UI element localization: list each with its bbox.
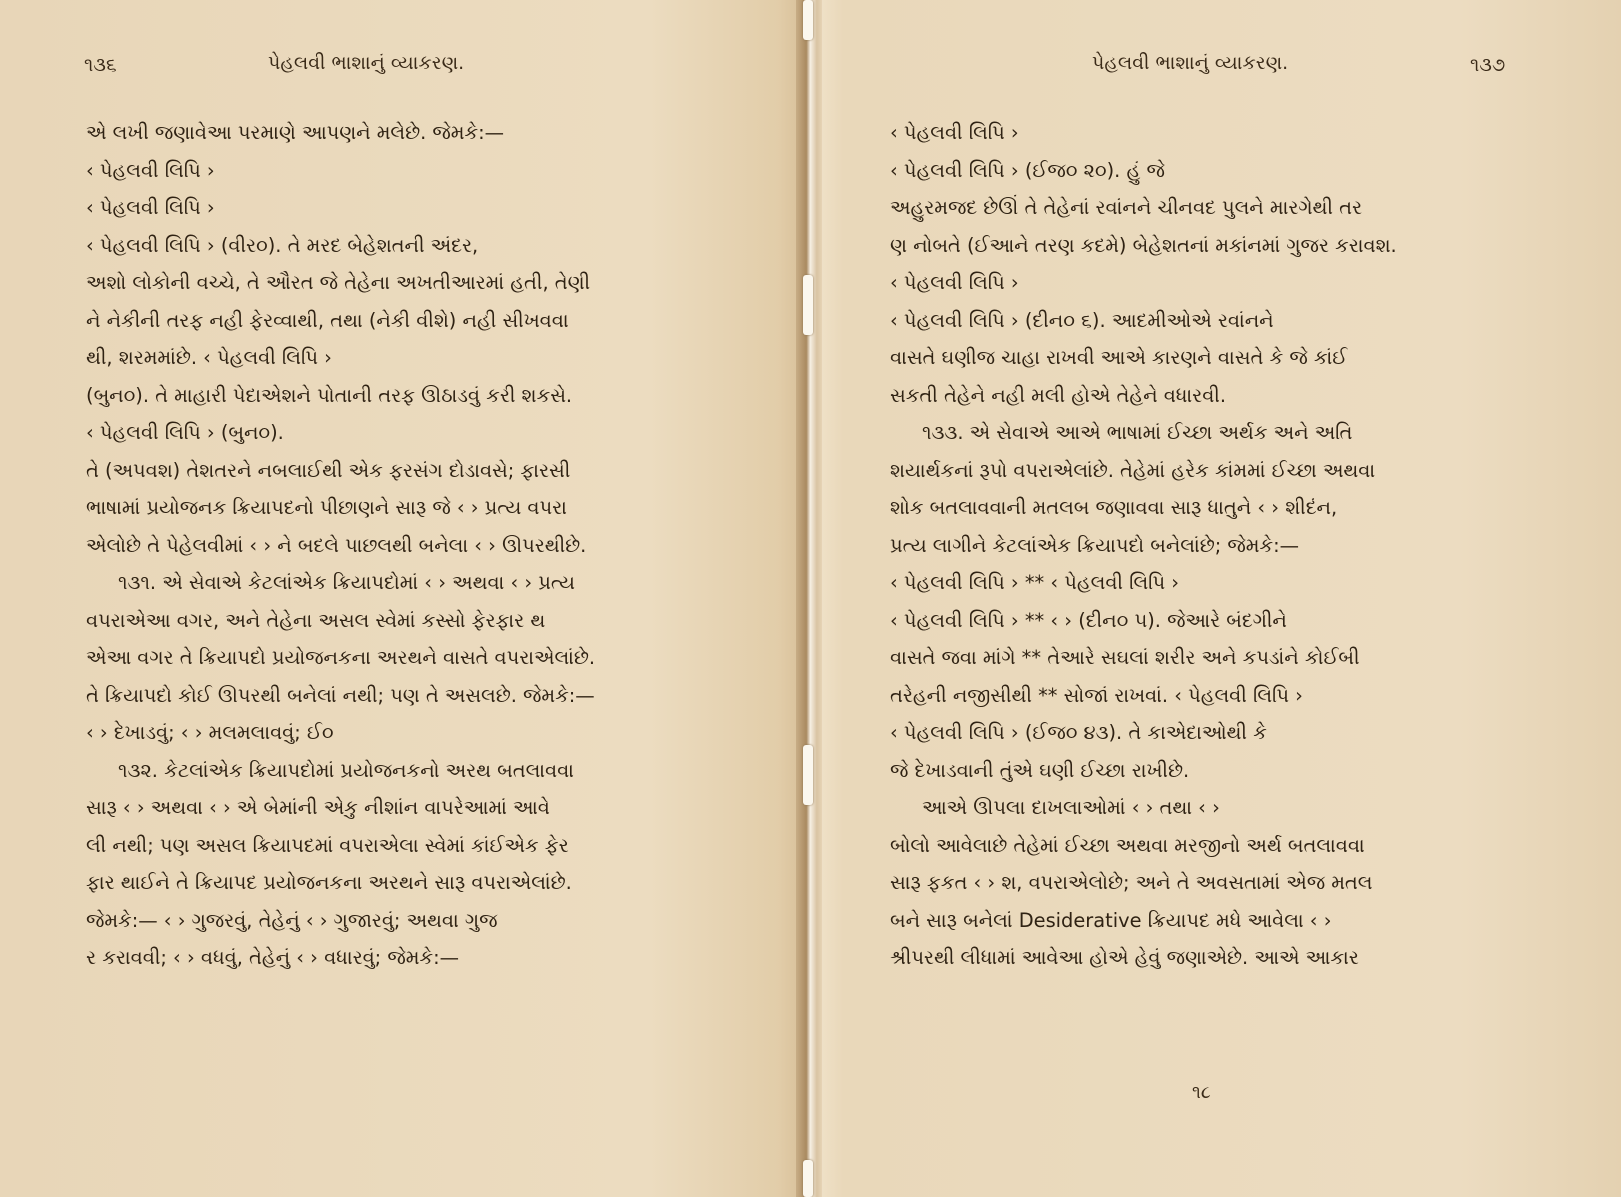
text-line: ‹ પેહલવી લિપિ › ** ‹ › (દીન૦ ૫). જેઆરે બંદગીને	[890, 608, 1287, 632]
page-body	[86, 114, 706, 977]
running-head: પેહલવી ભાશાનું વ્યાકરણ.	[268, 52, 465, 74]
text-line: થી, શરમમાંછે. ‹ પેહલવી લિપિ ›	[86, 346, 332, 369]
text-line: પ્રત્ય લાગીને કેટલાંએક ક્રિયાપદો બનેલાંછે; જેમકે:—	[890, 533, 1300, 557]
paragraph-start: ૧૩૩. એ સેવાએ આએ ભાષામાં ઈચ્છા અર્થક અને અતિ	[922, 421, 1353, 444]
text-line: વાસતે ઘણીજ ચાહા રાખવી આએ કારણને વાસતે કે જે કાંઈ	[890, 346, 1348, 369]
text-line: શ્રીપરથી લીધામાં આવેઆ હોએ હેવું જણાએછે. આએ આકાર	[890, 946, 1359, 969]
binding-stitch	[803, 745, 813, 805]
text-line: એલોછે તે પેહેલવીમાં ‹ › ને બદલે પાછલથી બનેલા ‹ › ઊપરથીછે.	[86, 533, 587, 557]
text-line: ‹ પેહલવી લિપિ › ** ‹ પેહલવી લિપિ ›	[890, 571, 1180, 594]
text-line: જેમકે:— ‹ › ગુજરવું, તેહેનું ‹ › ગુજારવું; અથવા ગુજ	[86, 908, 498, 932]
binding-stitch	[803, 0, 813, 40]
text-line: ફાર થાઈને તે ક્રિયાપદ પ્રયોજનકના અરથને સારૂ વપરાએલાંછે.	[86, 871, 572, 894]
text-line: એઆ વગર તે ક્રિયાપદો પ્રયોજનકના અરથને વાસતે વપરાએલાંછે.	[86, 646, 596, 669]
text-line: અશો લોકોની વચ્ચે, તે ઔરત જે તેહેના અખતીઆરમાં હતી, તેણી	[86, 271, 591, 294]
text-line: (બુન૦). તે માહારી પેદાએશને પોતાની તરફ ઊઠાડવું કરી શકસે.	[86, 383, 573, 407]
left-page	[0, 0, 800, 1197]
text-line: એ લખી જણાવેઆ પરમાણે આપણને મલેછે. જેમકે:—	[86, 121, 505, 144]
text-line: શયાર્થકનાં રૂપો વપરાએલાંછે. તેહેમાં હરેક કાંમમાં ઈચ્છા અથવા	[890, 458, 1376, 482]
text-line: વપરાએઆ વગર, અને તેહેના અસલ સ્વેમાં કસ્સો ફેરફાર થ	[86, 608, 546, 632]
text-line: લી નથી; પણ અસલ ક્રિયાપદમાં વપરાએલા સ્વેમાં કાંઈએક ફેર	[86, 833, 569, 857]
text-line: તે ક્રિયાપદો કોઈ ઊપરથી બનેલાં નથી; પણ તે અસલછે. જેમકે:—	[86, 683, 595, 707]
text-line: તે (અપવશ) તેશતરને નબલાઈથી એક ફરસંગ દોડાવસે; ફારસી	[86, 458, 571, 482]
text-line: ભાષામાં પ્રયોજનક ક્રિયાપદનો પીછાણને સારૂ જે ‹ › પ્રત્ય વપરા	[86, 496, 567, 519]
text-line: ‹ પેહલવી લિપિ › (બુન૦).	[86, 421, 284, 444]
text-line: વાસતે જવા માંગે ** તેઆરે સઘલાં શરીર અને કપડાંને કોઈબી	[890, 646, 1360, 669]
text-line: સારૂ ‹ › અથવા ‹ › એ બેમાંની એકુ નીશાંન વાપરેઆમાં આવે	[86, 796, 550, 819]
paragraph-start: ૧૩૧. એ સેવાએ કેટલાંએક ક્રિયાપદોમાં ‹ › અથવા ‹ › પ્રત્ય	[118, 571, 575, 594]
signature-mark: ૧૮	[1192, 1082, 1211, 1103]
text-line: ‹ પેહલવી લિપિ ›	[86, 196, 215, 219]
text-line: શોક બતલાવવાની મતલબ જણાવવા સારૂ ધાતુને ‹ › શીદંન,	[890, 496, 1338, 519]
text-line: ણ નોબતે (ઈઆને તરણ કદમે) બેહેશતનાં મકાંનમાં ગુજર કરાવશ.	[890, 233, 1397, 257]
page-number: ૧૩૬	[84, 54, 117, 76]
binding-stitch	[803, 275, 813, 335]
text-line: ‹ પેહલવી લિપિ › (દીન૦ ૬). આદમીઓએ રવાંનને	[890, 308, 1274, 332]
page-number: ૧૩૭	[1470, 54, 1506, 76]
text-line: ને નેકીની તરફ નહી ફેરવ્વાથી, તથા (નેકી વીશે) નહી સીખવવા	[86, 308, 569, 332]
text-line: અહુરમજદ છેઊં તે તેહેનાં રવાંનને ચીનવદ પુલને મારગેથી તર	[890, 196, 1362, 219]
text-line: ‹ પેહલવી લિપિ ›	[86, 158, 215, 182]
text-line: સકતી તેહેને નહી મલી હોએ તેહેને વધારવી.	[890, 383, 1227, 407]
text-line: ‹ પેહલવી લિપિ ›	[890, 121, 1019, 144]
running-head: પેહલવી ભાશાનું વ્યાકરણ.	[1092, 52, 1289, 74]
text-line: ર કરાવવી; ‹ › વધવું, તેહેનું ‹ › વધારવું; જેમકે:—	[86, 946, 460, 969]
right-page	[820, 0, 1621, 1197]
text-line: ‹ પેહલવી લિપિ › (ઈજ૦ ૨૦). હું જે	[890, 158, 1165, 182]
page-body	[890, 114, 1510, 977]
text-line: ‹ પેહલવી લિપિ › (ઈજ૦ ૪૩). તે કાએદાઓથી કે	[890, 721, 1267, 744]
paragraph-start: આએ ઊપલા દાખલાઓમાં ‹ › તથા ‹ ›	[922, 796, 1220, 819]
text-line: જે દેખાડવાની તુંએ ઘણી ઈચ્છા રાખીછે.	[890, 758, 1190, 782]
text-line: ‹ પેહલવી લિપિ › (વીર૦). તે મરદ બેહેશતની અંદર,	[86, 233, 479, 257]
paragraph-start: ૧૩૨. કેટલાંએક ક્રિયાપદોમાં પ્રયોજનકનો અરથ બતલાવવા	[118, 758, 574, 782]
text-line: બને સારૂ બનેલાં Desiderative ક્રિયાપદ મધે આવેલા ‹ ›	[890, 908, 1332, 932]
text-line: ‹ પેહલવી લિપિ ›	[890, 271, 1019, 294]
binding-stitch	[803, 1160, 813, 1197]
text-line: બોલો આવેલાછે તેહેમાં ઈચ્છા અથવા મરજીનો અર્થ બતલાવવા	[890, 833, 1365, 857]
text-line: ‹ › દેખાડવું; ‹ › મલમલાવવું; ઈ૦	[86, 721, 334, 744]
text-line: સારૂ ફકત ‹ › શ, વપરાએલોછે; અને તે અવસતામાં એજ મતલ	[890, 871, 1373, 894]
text-line: તરેહની નજીસીથી ** સોજાં રાખવાં. ‹ પેહલવી લિપિ ›	[890, 683, 1303, 707]
